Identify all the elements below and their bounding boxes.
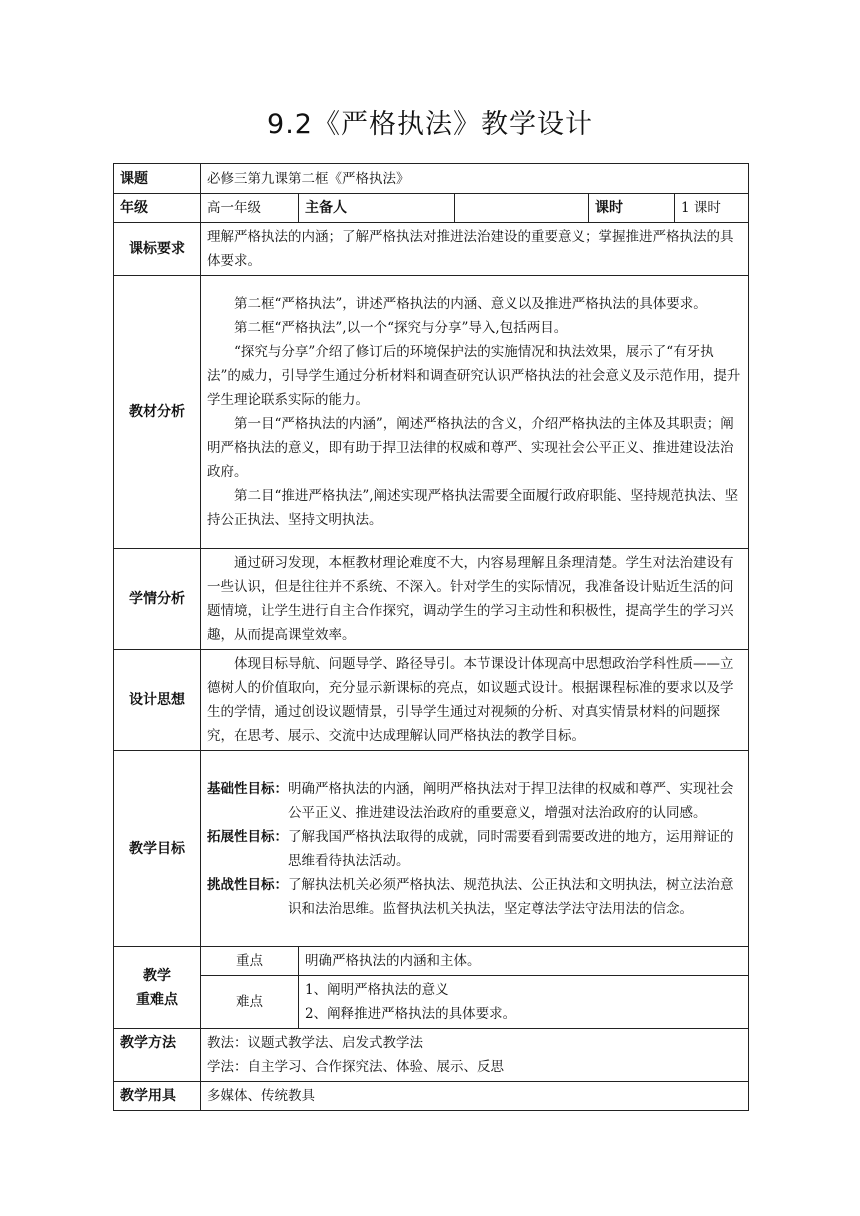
hours-value: 1 课时 [675,194,749,223]
standards-text: 理解严格执法的内涵；了解严格执法对推进法治建设的重要意义；掌握推进严格执法的具体要求。 [201,223,749,276]
row-difficult-point [114,976,749,1029]
tools-label: 教学用具 [114,1082,201,1111]
row-goals [114,751,749,947]
material-text [201,276,749,549]
topic-value: 必修三第九课第二框《严格执法》 [201,164,749,194]
students-text [201,549,749,650]
key-point-text: 明确严格执法的内涵和主体。 [299,947,749,976]
row-grade [114,194,749,223]
goal-item [207,825,742,873]
row-students [114,549,749,650]
hours-label: 课时 [589,194,675,223]
design-paragraph: 体现目标导航、问题导学、路径导引。本节课设计体现高中思想政治学科性质——立德树人的价值取向，充分显示新课标的亮点，如议题式设计。根据课程标准的要求以及学生的学情，通过创设议题情景，引导学生通过对视频的分析、对真实情景材料的问题探究，在思考、展示、交流中达成理解认同严格执法的教学目标。 [207,656,734,744]
preparer-value [455,194,589,223]
difficult-point-item: 2、阐释推进严格执法的具体要求。 [305,1006,517,1022]
material-paragraph: “探究与分享”介绍了修订后的环境保护法的实施情况和执法效果，展示了“有牙执法”的威力，引导学生通过分析材料和调查研究认识严格执法的社会意义及示范作用，提升学生理论联系实际的能力。 [207,344,741,408]
methods-line: 学法：自主学习、合作探究法、体验、展示、反思 [207,1059,504,1075]
topic-label: 课题 [114,164,201,194]
difficult-point-label: 难点 [201,976,299,1029]
goal-item [207,873,742,921]
preparer-label: 主备人 [299,194,455,223]
material-paragraph: 第二框“严格执法”,以一个“探究与分享”导入,包括两目。 [234,320,568,336]
page-title: 9.2《严格执法》教学设计 [267,109,593,140]
students-label: 学情分析 [114,549,201,650]
keypoints-label-line1: 教学 [143,967,171,984]
students-paragraph: 通过研习发现，本框教材理论难度不大，内容易理解且条理清楚。学生对法治建设有一些认识，但是往往并不系统、不深入。针对学生的实际情况，我准备设计贴近生活的问题情境，让学生进行自主合作探究，调动学生的学习主动性和积极性，提高学生的学习兴趣，从而提高课堂效率。 [207,555,734,643]
grade-label: 年级 [114,194,201,223]
design-text [201,650,749,751]
goal-text: 了解执法机关必须严格执法、规范执法、公正执法和文明执法，树立法治意识和法治思维。监督执法机关执法，坚定尊法学法守法用法的信念。 [288,876,734,917]
goal-item [207,777,742,825]
row-methods [114,1029,749,1082]
goal-label: 基础性目标： [207,780,288,797]
difficult-point-item: 1、阐明严格执法的意义 [305,982,449,998]
keypoints-label [114,947,201,1029]
material-label: 教材分析 [114,276,201,549]
row-tools [114,1082,749,1111]
goals-label: 教学目标 [114,751,201,947]
row-material [114,276,749,549]
row-key-point [114,947,749,976]
methods-line: 教法：议题式教学法、启发式教学法 [207,1035,423,1051]
material-paragraph: 第二目“推进严格执法”,阐述实现严格执法需要全面履行政府职能、坚持规范执法、坚持公正执法、坚持文明执法。 [207,488,739,528]
row-topic [114,164,749,194]
methods-label: 教学方法 [114,1029,201,1082]
lesson-plan-table [113,163,749,1111]
difficult-point-list [299,976,749,1029]
goal-text: 明确严格执法的内涵，阐明严格执法对于捍卫法律的权威和尊严、实现社会公平正义、推进建设法治政府的重要意义，增强对法治政府的认同感。 [288,780,734,821]
goal-label: 挑战性目标： [207,876,288,893]
material-paragraph: 第二框“严格执法”，讲述严格执法的内涵、意义以及推进严格执法的具体要求。 [234,296,707,312]
tools-text: 多媒体、传统教具 [201,1082,749,1111]
key-point-label: 重点 [201,947,299,976]
design-label: 设计思想 [114,650,201,751]
goal-text: 了解我国严格执法取得的成就，同时需要看到需要改进的地方，运用辩证的思维看待执法活动。 [288,828,734,869]
row-design [114,650,749,751]
keypoints-label-line2: 重难点 [136,991,178,1008]
row-standards [114,223,749,276]
goals-list [201,751,749,947]
grade-value: 高一年级 [201,194,299,223]
goal-label: 拓展性目标： [207,828,288,845]
methods-list [201,1029,749,1082]
material-paragraph: 第一目“严格执法的内涵”，阐述严格执法的含义，介绍严格执法的主体及其职责；阐明严格执法的意义，即有助于捍卫法律的权威和尊严、实现社会公平正义、推进建设法治政府。 [207,416,734,480]
standards-label: 课标要求 [114,223,201,276]
